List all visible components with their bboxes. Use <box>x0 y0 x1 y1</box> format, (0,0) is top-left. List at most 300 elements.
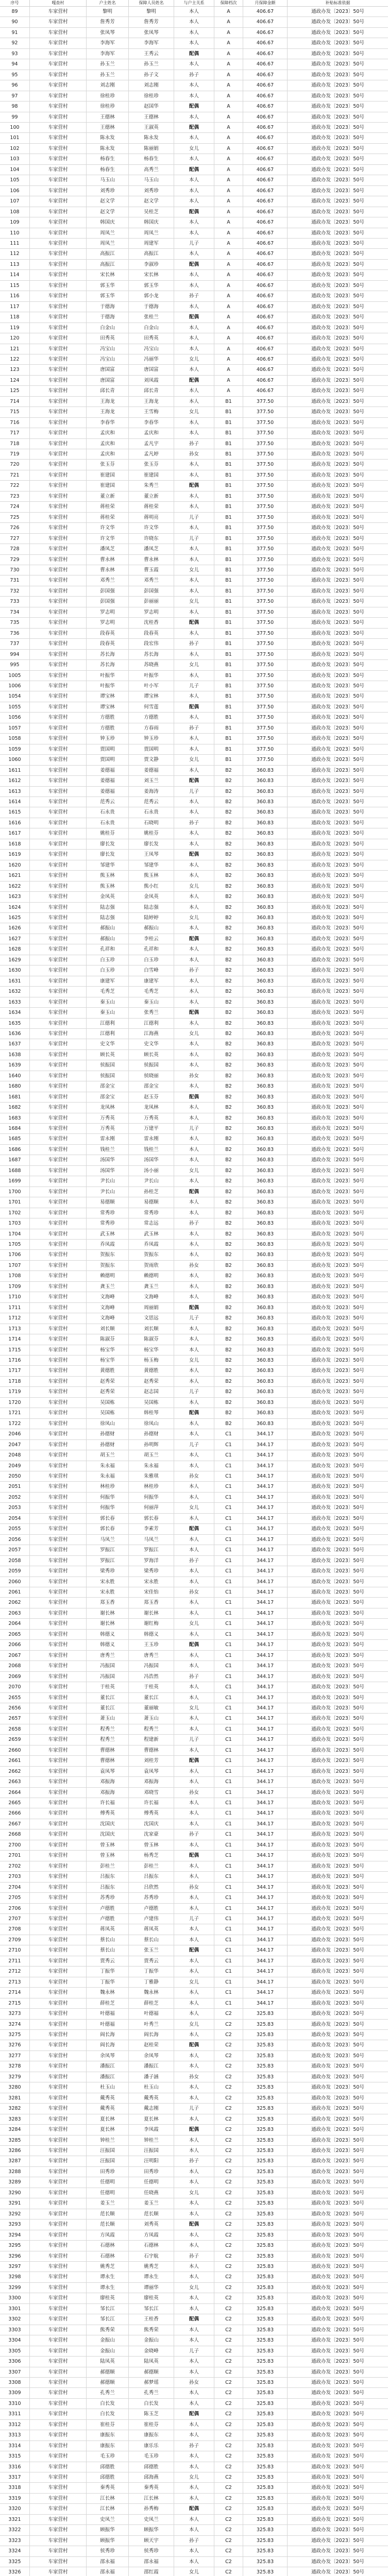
table-row[interactable] <box>0 1071 388 1081</box>
table-row[interactable] <box>0 397 388 407</box>
cell-serial: 2709 <box>0 1935 30 1945</box>
table-row[interactable] <box>0 1872 388 1882</box>
table-row[interactable] <box>0 2219 388 2230</box>
table-row[interactable] <box>0 2409 388 2419</box>
table-row[interactable] <box>0 555 388 565</box>
cell-serial: 105 <box>0 175 30 185</box>
table-row[interactable] <box>0 2325 388 2335</box>
table-row[interactable] <box>0 1366 388 1376</box>
table-row[interactable] <box>0 175 388 185</box>
table-row[interactable] <box>0 2335 388 2346</box>
table-row[interactable] <box>0 1724 388 1735</box>
table-row[interactable] <box>0 1440 388 1450</box>
table-row[interactable] <box>0 17 388 27</box>
table-row[interactable] <box>0 1398 388 1408</box>
table-row[interactable] <box>0 2230 388 2241</box>
table-row[interactable] <box>0 260 388 270</box>
table-row[interactable] <box>0 2293 388 2303</box>
cell-household-head: 钱桂兰 <box>87 1145 129 1155</box>
table-row[interactable] <box>0 1883 388 1893</box>
table-row[interactable] <box>0 2040 388 2050</box>
cell-level: C1 <box>214 1724 243 1734</box>
cell-basis: 通政办发〔2023〕50号 <box>311 1136 364 1142</box>
cell-protected-person: 熊小红 <box>129 882 174 891</box>
table-row[interactable] <box>0 1988 388 1998</box>
table-row[interactable] <box>0 2314 388 2325</box>
cell-relationship: 孙女 <box>174 1788 214 1798</box>
table-row[interactable] <box>0 1334 388 1345</box>
table-row[interactable] <box>0 133 388 143</box>
table-row[interactable] <box>0 59 388 70</box>
cell-serial: 1055 <box>0 702 30 712</box>
table-row[interactable] <box>0 702 388 713</box>
table-row[interactable] <box>0 2515 388 2525</box>
table-row[interactable] <box>0 955 388 965</box>
table-row[interactable] <box>0 439 388 449</box>
table-row[interactable] <box>0 186 388 196</box>
table-row[interactable] <box>0 1767 388 1777</box>
table-row[interactable] <box>0 1819 388 1829</box>
table-row[interactable] <box>0 281 388 291</box>
cell-protected-person: 曹永林 <box>129 555 174 565</box>
table-row[interactable] <box>0 112 388 123</box>
cell-level: B2 <box>214 913 243 923</box>
table-row[interactable] <box>0 481 388 491</box>
table-row[interactable] <box>0 2009 388 2019</box>
table-row[interactable] <box>0 1355 388 1366</box>
table-row[interactable] <box>0 1682 388 1692</box>
table-row[interactable] <box>0 312 388 323</box>
table-row[interactable] <box>0 882 388 892</box>
table-row[interactable] <box>0 2557 388 2567</box>
table-row[interactable] <box>0 892 388 902</box>
table-row[interactable] <box>0 913 388 923</box>
table-row[interactable] <box>0 2146 388 2156</box>
table-row[interactable] <box>0 523 388 533</box>
table-row[interactable] <box>0 2188 388 2198</box>
table-row[interactable] <box>0 1535 388 1545</box>
table-row[interactable] <box>0 1008 388 1018</box>
table-row[interactable] <box>0 681 388 691</box>
table-row[interactable] <box>0 2462 388 2472</box>
table-row[interactable] <box>0 1672 388 1682</box>
table-row[interactable] <box>0 1777 388 1787</box>
table-row[interactable] <box>0 987 388 997</box>
table-row[interactable] <box>0 2367 388 2378</box>
table-row[interactable] <box>0 428 388 438</box>
table-row[interactable] <box>0 1461 388 1471</box>
table-row[interactable] <box>0 1829 388 1840</box>
cell-level: C2 <box>214 2177 243 2187</box>
table-row[interactable] <box>0 650 388 660</box>
table-row[interactable] <box>0 2241 388 2251</box>
cell-serial: 3319 <box>0 2494 30 2503</box>
cell-basis: 通政办发〔2023〕50号 <box>311 388 364 394</box>
table-row[interactable] <box>0 1840 388 1851</box>
cell-basis: 通政办发〔2023〕50号 <box>311 1990 364 1996</box>
cell-level: C1 <box>214 1514 243 1523</box>
table-row[interactable] <box>0 766 388 776</box>
table-row[interactable] <box>0 1598 388 1608</box>
table-row[interactable] <box>0 2093 388 2104</box>
table-row[interactable] <box>0 1155 388 1165</box>
table-row[interactable] <box>0 1967 388 1977</box>
table-row[interactable] <box>0 965 388 976</box>
table-row[interactable] <box>0 1029 388 1039</box>
header-relationship[interactable]: 与户主关系 <box>174 0 214 6</box>
cell-level: B2 <box>214 892 243 902</box>
table-row[interactable] <box>0 1914 388 1924</box>
header-level[interactable]: 保障档次 <box>214 0 243 6</box>
table-row[interactable] <box>0 1904 388 1914</box>
table-row[interactable] <box>0 2030 388 2040</box>
cell-relationship: 本人 <box>174 1967 214 1976</box>
table-row[interactable] <box>0 629 388 639</box>
table-row[interactable] <box>0 1798 388 1808</box>
table-row[interactable] <box>0 1345 388 1355</box>
table-row[interactable] <box>0 2136 388 2146</box>
table-row[interactable] <box>0 2114 388 2125</box>
table-row[interactable] <box>0 2167 388 2177</box>
table-row[interactable] <box>0 1640 388 1650</box>
table-row[interactable] <box>0 2272 388 2282</box>
table-row[interactable] <box>0 207 388 217</box>
cell-household-head: 文海峰 <box>87 1292 129 1302</box>
table-row[interactable] <box>0 860 388 871</box>
table-row[interactable] <box>0 2262 388 2272</box>
table-row[interactable] <box>0 1261 388 1271</box>
table-row[interactable] <box>0 323 388 333</box>
table-row[interactable] <box>0 2472 388 2483</box>
table-row[interactable] <box>0 1630 388 1640</box>
table-row[interactable] <box>0 270 388 280</box>
table-row[interactable] <box>0 2198 388 2209</box>
table-row[interactable] <box>0 1703 388 1714</box>
table-row[interactable] <box>0 365 388 375</box>
table-row[interactable] <box>0 1282 388 1292</box>
table-row[interactable] <box>0 2061 388 2072</box>
table-row[interactable] <box>0 217 388 228</box>
table-row[interactable] <box>0 639 388 649</box>
cell-relationship: 配偶 <box>174 49 214 59</box>
table-row[interactable] <box>0 1714 388 1724</box>
table-row[interactable] <box>0 1745 388 1756</box>
cell-village: 车家营村 <box>30 2104 87 2113</box>
table-row[interactable] <box>0 575 388 586</box>
table-row[interactable] <box>0 49 388 59</box>
table-row[interactable] <box>0 1408 388 1418</box>
table-row[interactable] <box>0 934 388 944</box>
table-row[interactable] <box>0 144 388 154</box>
cell-relationship: 本人 <box>174 766 214 775</box>
table-row[interactable] <box>0 344 388 354</box>
cell-basis: 通政办发〔2023〕50号 <box>311 156 364 162</box>
cell-household-head: 汤国华 <box>87 1166 129 1176</box>
cell-monthly-amount: 344.17 <box>243 1429 288 1439</box>
table-row[interactable] <box>0 1587 388 1598</box>
table-row[interactable] <box>0 2283 388 2293</box>
cell-household-head: 胡玉兰 <box>87 1450 129 1460</box>
table-row[interactable] <box>0 1735 388 1745</box>
table-row[interactable] <box>0 1250 388 1260</box>
table-row[interactable] <box>0 618 388 628</box>
table-row[interactable] <box>0 376 388 386</box>
table-row[interactable] <box>0 565 388 575</box>
cell-protected-person: 沈家豪 <box>129 1829 174 1839</box>
table-row[interactable] <box>0 534 388 544</box>
table-row[interactable] <box>0 1556 388 1566</box>
table-row[interactable] <box>0 1103 388 1113</box>
table-row[interactable] <box>0 923 388 934</box>
table-row[interactable] <box>0 1514 388 1524</box>
table-row[interactable] <box>0 1124 388 1134</box>
table-row[interactable] <box>0 1945 388 1956</box>
table-row[interactable] <box>0 1935 388 1945</box>
cell-serial: 2046 <box>0 1429 30 1439</box>
table-row[interactable] <box>0 2051 388 2061</box>
table-row[interactable] <box>0 2388 388 2398</box>
cell-basis: 通政办发〔2023〕50号 <box>311 2411 364 2417</box>
table-row[interactable] <box>0 2251 388 2262</box>
table-row[interactable] <box>0 28 388 38</box>
cell-monthly-amount: 325.83 <box>243 2125 288 2134</box>
table-row[interactable] <box>0 123 388 133</box>
table-row[interactable] <box>0 2125 388 2135</box>
table-row[interactable] <box>0 2525 388 2535</box>
table-row[interactable] <box>0 1019 388 1029</box>
table-row[interactable] <box>0 1092 388 1103</box>
table-row[interactable] <box>0 2082 388 2093</box>
table-row[interactable] <box>0 249 388 259</box>
cell-protected-person: 张玉芬 <box>129 460 174 469</box>
table-row[interactable] <box>0 1050 388 1060</box>
cell-monthly-amount: 325.83 <box>243 2009 288 2019</box>
cell-protected-person: 沈国庆 <box>129 1819 174 1829</box>
table-row[interactable] <box>0 2020 388 2030</box>
table-row[interactable] <box>0 1608 388 1619</box>
table-row[interactable] <box>0 839 388 850</box>
table-row[interactable] <box>0 2567 388 2576</box>
table-row[interactable] <box>0 1324 388 1334</box>
table-row[interactable] <box>0 850 388 860</box>
table-row[interactable] <box>0 1808 388 1819</box>
table-row[interactable] <box>0 691 388 702</box>
table-row[interactable] <box>0 2536 388 2546</box>
header-monthly-amount[interactable]: 月保障金额 <box>243 0 288 6</box>
table-row[interactable] <box>0 1524 388 1534</box>
header-basis[interactable]: 补贴标准依据 <box>325 1 350 5</box>
table-row[interactable] <box>0 776 388 786</box>
table-row[interactable] <box>0 1429 388 1439</box>
table-row[interactable] <box>0 470 388 481</box>
table-row[interactable] <box>0 1081 388 1092</box>
table-row[interactable] <box>0 418 388 428</box>
table-row[interactable] <box>0 2072 388 2082</box>
cell-monthly-amount: 406.67 <box>243 312 288 322</box>
table-row[interactable] <box>0 1377 388 1387</box>
table-row[interactable] <box>0 70 388 80</box>
table-row[interactable] <box>0 1998 388 2009</box>
table-row[interactable] <box>0 755 388 765</box>
table-row[interactable] <box>0 1503 388 1513</box>
table-row[interactable] <box>0 1208 388 1218</box>
table-row[interactable] <box>0 2209 388 2219</box>
table-row[interactable] <box>0 196 388 207</box>
table-row[interactable] <box>0 2420 388 2430</box>
table-row[interactable] <box>0 291 388 301</box>
table-row[interactable] <box>0 1060 388 1071</box>
table-row[interactable] <box>0 660 388 670</box>
table-row[interactable] <box>0 1240 388 1250</box>
table-row[interactable] <box>0 1482 388 1492</box>
header-serial[interactable]: 序号 <box>0 0 30 6</box>
table-row[interactable] <box>0 228 388 239</box>
cell-protected-person: 王淑英 <box>129 123 174 132</box>
cell-household-head: 汪振国 <box>87 2156 129 2166</box>
table-row[interactable] <box>0 828 388 839</box>
table-row[interactable] <box>0 2177 388 2188</box>
cell-protected-person: 邵红霞 <box>129 2567 174 2576</box>
table-row[interactable] <box>0 333 388 344</box>
table-row[interactable] <box>0 1145 388 1155</box>
table-row[interactable] <box>0 2156 388 2166</box>
table-row[interactable] <box>0 1566 388 1577</box>
cell-basis: 通政办发〔2023〕50号 <box>311 2084 364 2091</box>
table-row[interactable] <box>0 7 388 17</box>
cell-household-head: 方凤霞 <box>87 2230 129 2240</box>
table-row[interactable] <box>0 1197 388 1208</box>
table-row[interactable] <box>0 713 388 723</box>
header-household-head[interactable]: 户主姓名 <box>87 0 129 6</box>
table-row[interactable] <box>0 1113 388 1124</box>
table-row[interactable] <box>0 871 388 881</box>
table-row[interactable] <box>0 165 388 175</box>
table-row[interactable] <box>0 1619 388 1629</box>
cell-monthly-amount: 377.50 <box>243 481 288 490</box>
table-row[interactable] <box>0 1450 388 1461</box>
table-row[interactable] <box>0 1851 388 1861</box>
table-row[interactable] <box>0 1419 388 1429</box>
cell-relationship: 本人 <box>174 323 214 333</box>
table-row[interactable] <box>0 1292 388 1302</box>
table-row[interactable] <box>0 80 388 91</box>
table-row[interactable] <box>0 1893 388 1903</box>
table-row[interactable] <box>0 1271 388 1281</box>
table-row[interactable] <box>0 607 388 618</box>
table-row[interactable] <box>0 723 388 734</box>
table-row[interactable] <box>0 797 388 807</box>
table-row[interactable] <box>0 91 388 101</box>
table-row[interactable] <box>0 154 388 164</box>
header-protected-person[interactable]: 保障人员姓名 <box>129 0 174 6</box>
table-row[interactable] <box>0 807 388 818</box>
table-row[interactable] <box>0 1693 388 1703</box>
table-row[interactable] <box>0 2494 388 2504</box>
table-row[interactable] <box>0 744 388 755</box>
table-row[interactable] <box>0 101 388 112</box>
table-row[interactable] <box>0 1187 388 1197</box>
cell-village: 车家营村 <box>30 91 87 101</box>
table-row[interactable] <box>0 1977 388 1988</box>
cell-household-head: 张玉芬 <box>87 460 129 469</box>
table-row[interactable] <box>0 2546 388 2556</box>
table-row[interactable] <box>0 2346 388 2357</box>
table-row[interactable] <box>0 38 388 48</box>
table-row[interactable] <box>0 1788 388 1798</box>
table-row[interactable] <box>0 1924 388 1935</box>
table-row[interactable] <box>0 1134 388 1144</box>
table-row[interactable] <box>0 492 388 502</box>
table-row[interactable] <box>0 502 388 512</box>
cell-relationship: 女儿 <box>174 1029 214 1039</box>
table-row[interactable] <box>0 1661 388 1671</box>
table-row[interactable] <box>0 239 388 249</box>
table-row[interactable] <box>0 2378 388 2388</box>
cell-level: C2 <box>214 2367 243 2377</box>
table-row[interactable] <box>0 407 388 417</box>
table-row[interactable] <box>0 944 388 955</box>
table-row[interactable] <box>0 460 388 470</box>
table-row[interactable] <box>0 302 388 312</box>
table-row[interactable] <box>0 1039 388 1049</box>
cell-basis: 通政办发〔2023〕50号 <box>311 914 364 921</box>
table-row[interactable] <box>0 1313 388 1324</box>
table-row[interactable] <box>0 1471 388 1482</box>
table-row[interactable] <box>0 354 388 365</box>
table-row[interactable] <box>0 1303 388 1313</box>
table-row[interactable] <box>0 1176 388 1187</box>
table-row[interactable] <box>0 2430 388 2441</box>
table-row[interactable] <box>0 2483 388 2493</box>
table-row[interactable] <box>0 818 388 828</box>
table-row[interactable] <box>0 787 388 797</box>
table-row[interactable] <box>0 386 388 396</box>
table-row[interactable] <box>0 2504 388 2514</box>
table-row[interactable] <box>0 1387 388 1397</box>
table-row[interactable] <box>0 1651 388 1661</box>
table-row[interactable] <box>0 1229 388 1240</box>
cell-relationship: 本人 <box>174 1282 214 1292</box>
table-row[interactable] <box>0 597 388 607</box>
table-row[interactable] <box>0 2451 388 2462</box>
table-row[interactable] <box>0 513 388 523</box>
table-row[interactable] <box>0 903 388 913</box>
cell-level: C1 <box>214 1693 243 1703</box>
header-village[interactable]: 嘎查村 <box>30 0 87 6</box>
table-row[interactable] <box>0 2104 388 2114</box>
table-row[interactable] <box>0 2441 388 2451</box>
table-row[interactable] <box>0 544 388 554</box>
table-row[interactable] <box>0 1577 388 1587</box>
cell-village: 车家营村 <box>30 860 87 870</box>
table-row[interactable] <box>0 1956 388 1967</box>
table-row[interactable] <box>0 2399 388 2409</box>
table-row[interactable] <box>0 2304 388 2314</box>
table-row[interactable] <box>0 1166 388 1176</box>
table-row[interactable] <box>0 671 388 681</box>
table-row[interactable] <box>0 734 388 744</box>
table-row[interactable] <box>0 1756 388 1766</box>
table-row[interactable] <box>0 1218 388 1229</box>
table-row[interactable] <box>0 976 388 987</box>
table-row[interactable] <box>0 586 388 597</box>
table-row[interactable] <box>0 1493 388 1503</box>
table-row[interactable] <box>0 449 388 460</box>
table-row[interactable] <box>0 1545 388 1555</box>
table-row[interactable] <box>0 1861 388 1872</box>
table-row[interactable] <box>0 997 388 1008</box>
table-row[interactable] <box>0 2357 388 2367</box>
